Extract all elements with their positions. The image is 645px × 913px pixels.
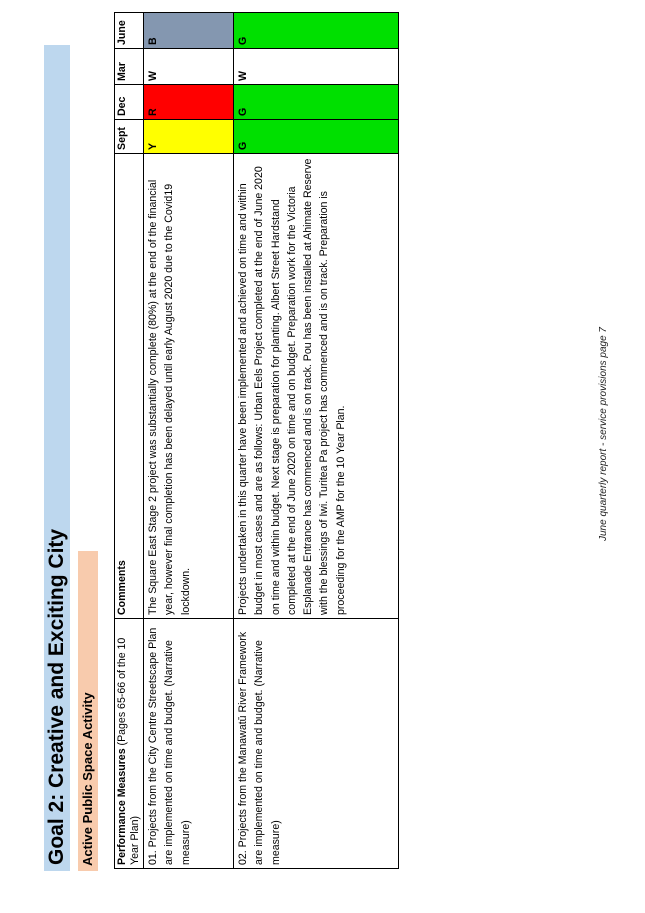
goal-title: Goal 2: Creative and Exciting City — [44, 45, 70, 871]
activity-title: Active Public Space Activity — [78, 551, 98, 871]
rating-june: B — [144, 13, 234, 49]
header-sept: Sept — [115, 120, 144, 154]
page-footer: June quarterly report - service provisions page 7 — [598, 327, 609, 541]
table-row — [234, 13, 399, 869]
rating-sept: Y — [144, 120, 234, 154]
rating-mar: W — [234, 49, 399, 85]
comment-cell: The Square East Stage 2 project was substantially complete (80%) at the end of the financial year, however final completion has been delayed until early August 2020 due to the Covid19 lockdown. — [144, 154, 234, 619]
table-row — [144, 13, 234, 869]
comment-cell: Projects undertaken in this quarter have been implemented and achieved on time and within budget in most cases and are as follows: Urban Eels Project completed at the end of June 2020 on time and within budget. Next stage is preparation for planting. Albert Street Hardstand completed at the end of June 2020 on time and on budget. Preparation work for the Victoria Esplanade Entrance has commenced and is on track. Pou has been installed at Ahimate Reserve with the blessings of Iwi. Turitea Pa project has commenced and is on track. Preparation is proceeding for the AMP for the 10 Year Plan. — [234, 154, 399, 619]
table-header-row — [115, 13, 144, 869]
measure-cell: 01. Projects from the City Centre Streetscape Plan are implemented on time and budget. (Narrative measure) — [144, 619, 234, 869]
rating-dec: R — [144, 85, 234, 120]
header-comments: Comments — [115, 154, 144, 619]
performance-table — [114, 12, 399, 869]
header-measures-sub: (Pages 65-66 of the 10 Year Plan) — [116, 637, 141, 865]
header-mar: Mar — [115, 49, 144, 85]
rating-mar: W — [144, 49, 234, 85]
measure-cell: 02. Projects from the Manawatū River Framework are implemented on time and budget. (Narrative measure) — [234, 619, 399, 869]
rating-sept: G — [234, 120, 399, 154]
header-measures — [115, 619, 144, 869]
header-measures-label: Performance Measures — [116, 748, 128, 865]
rating-dec: G — [234, 85, 399, 120]
header-dec: Dec — [115, 85, 144, 120]
header-june: June — [115, 13, 144, 49]
rating-june: G — [234, 13, 399, 49]
